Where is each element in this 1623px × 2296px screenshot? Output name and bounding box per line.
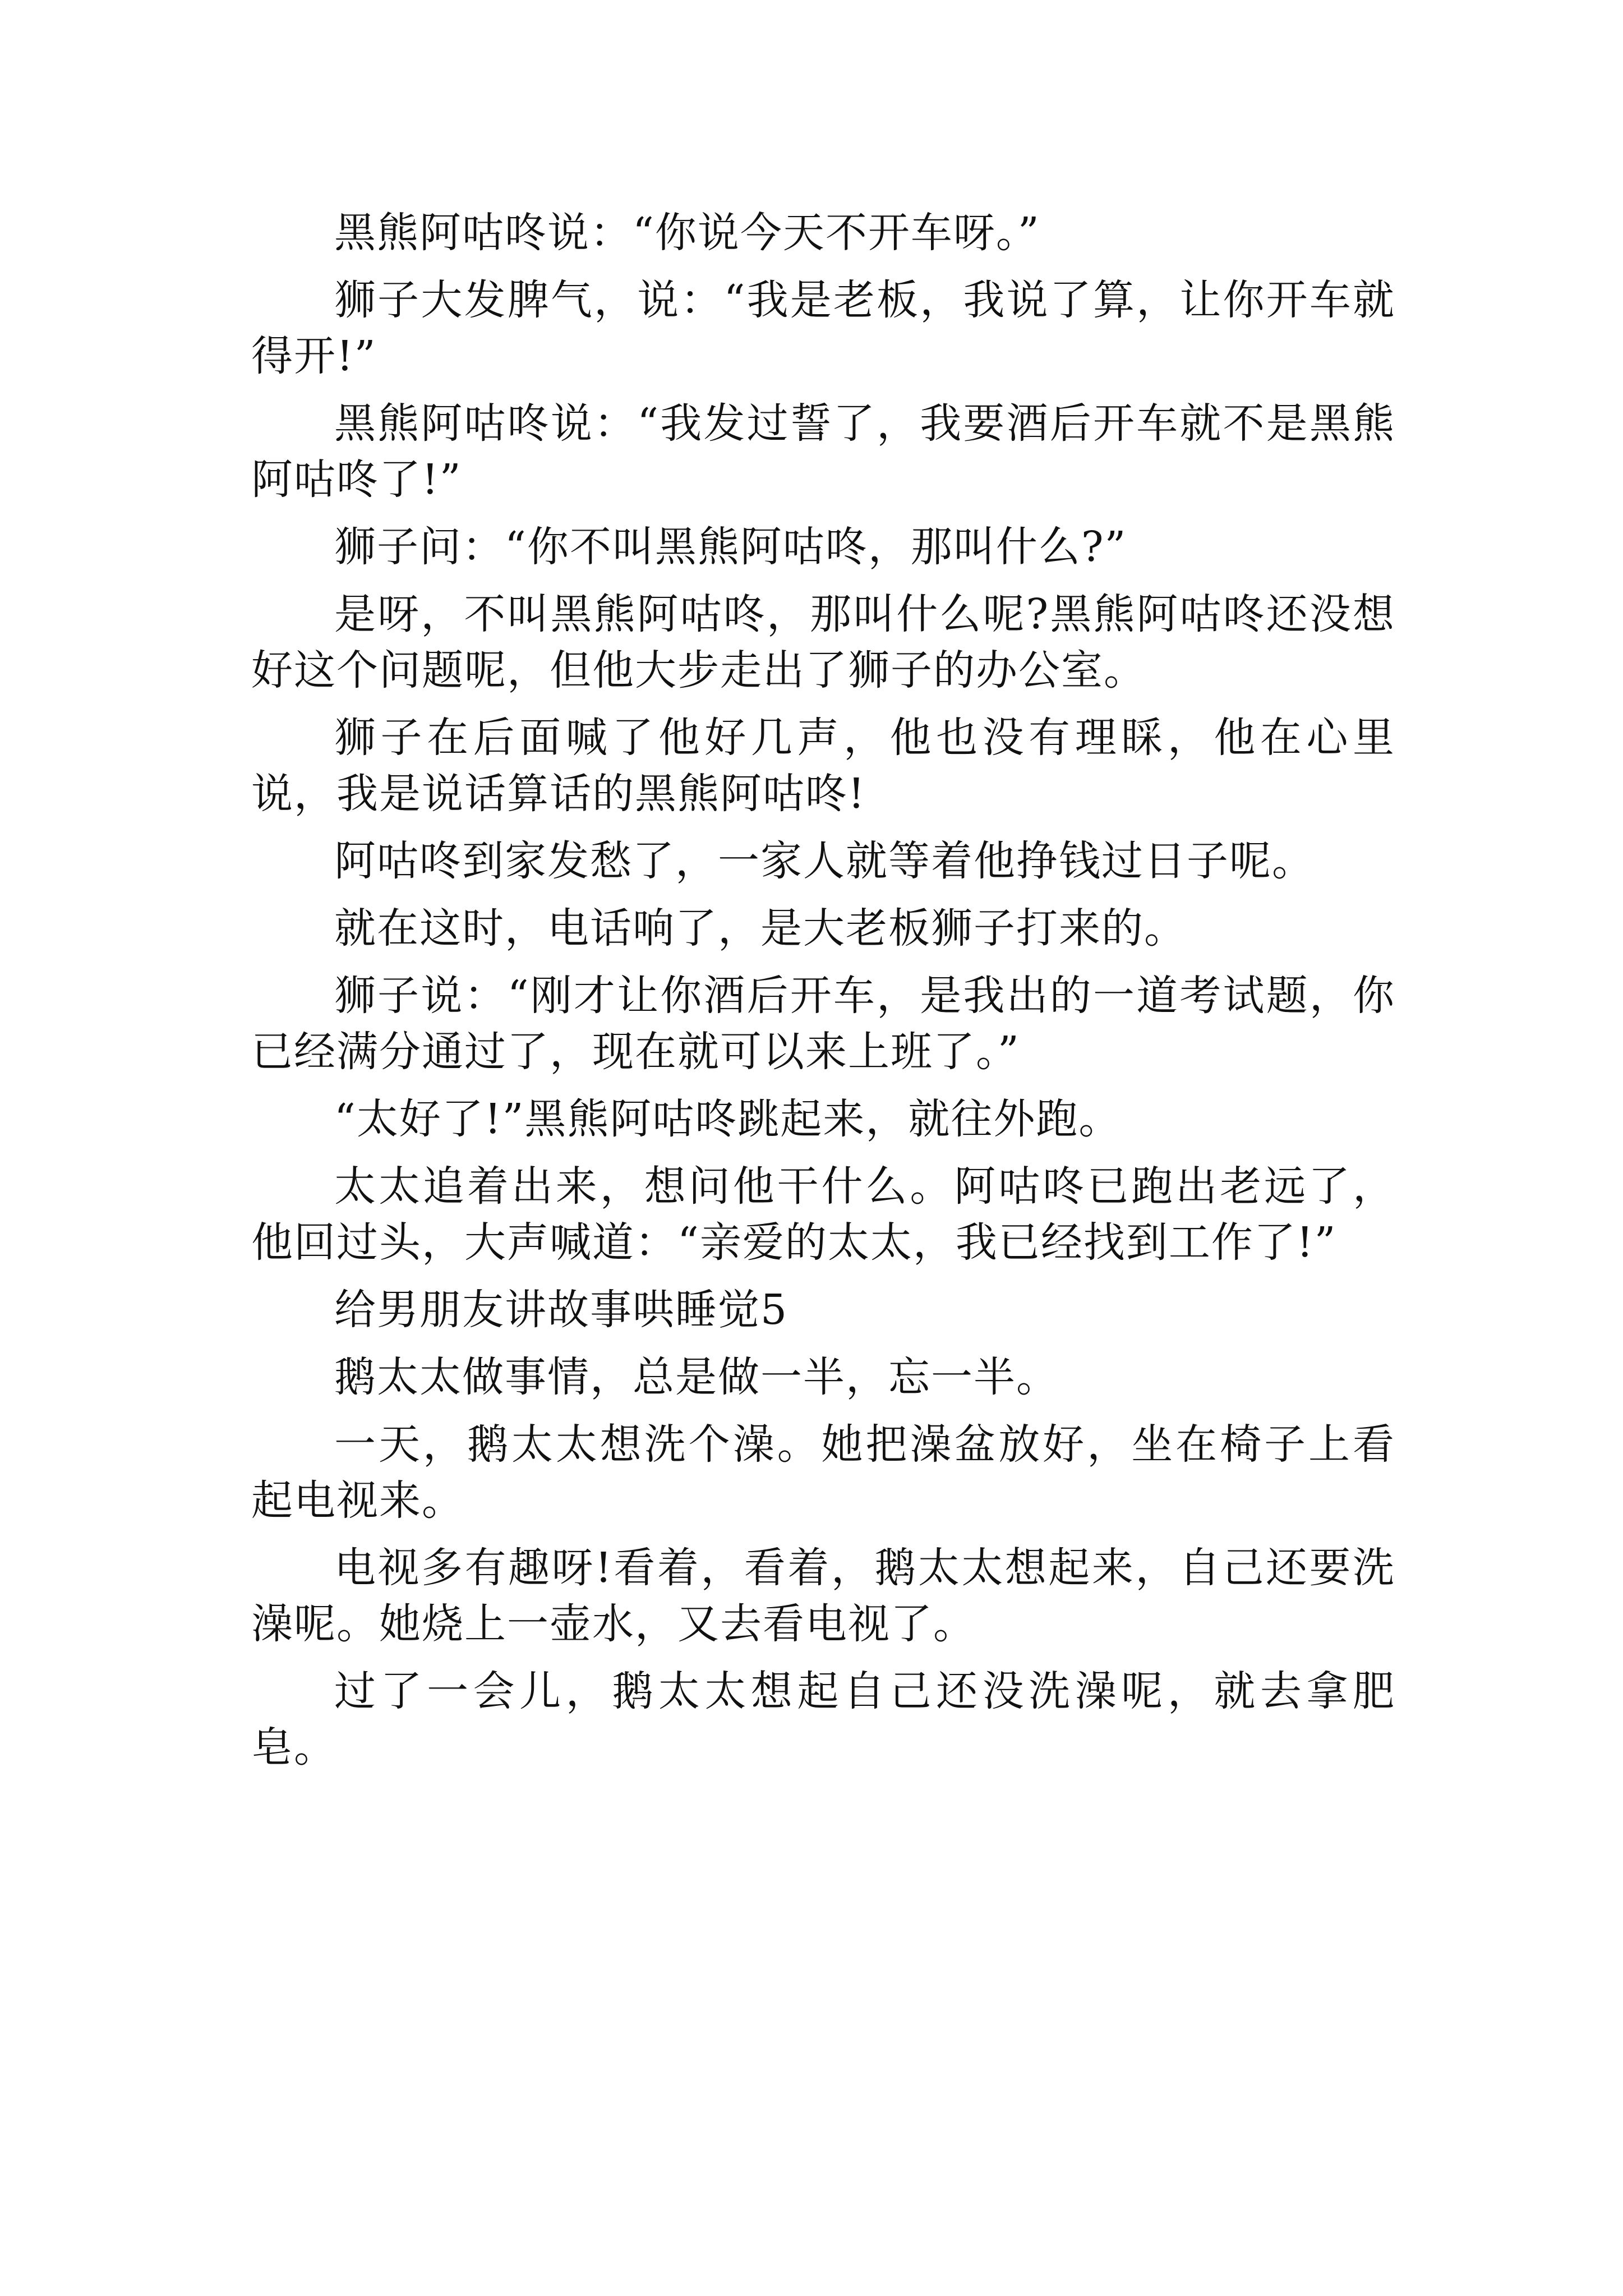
paragraph-12: 鹅太太做事情，总是做一半，忘一半。 bbox=[334, 1353, 1059, 1401]
paragraph-4: 狮子问：“你不叫黑熊阿咕咚，那叫什么?” bbox=[334, 523, 1127, 571]
paragraph-8: 就在这时，电话响了，是大老板狮子打来的。 bbox=[334, 904, 1187, 953]
paragraph-7: 阿咕咚到家发愁了，一家人就等着他挣钱过日子呢。 bbox=[334, 837, 1315, 885]
paragraph-15: 过了一会儿，鹅太太想起自己还没洗澡呢，就去拿肥皂。 bbox=[251, 1667, 1395, 1772]
paragraph-9: 狮子说：“刚才让你酒后开车，是我出的一道考试题，你已经满分通过了，现在就可以来上班了。” bbox=[251, 972, 1395, 1076]
paragraph-13: 一天，鹅太太想洗个澡。她把澡盆放好，坐在椅子上看起电视来。 bbox=[251, 1420, 1395, 1525]
document-body bbox=[251, 205, 1395, 1787]
paragraph-2: 狮子大发脾气，说：“我是老板，我说了算，让你开车就得开!” bbox=[251, 276, 1395, 380]
paragraph-11: 太太追着出来，想问他干什么。阿咕咚已跑出老远了，他回过头，大声喊道：“亲爱的太太，我已经找到工作了!” bbox=[251, 1162, 1395, 1267]
paragraph-5: 是呀，不叫黑熊阿咕咚，那叫什么呢?黑熊阿咕咚还没想好这个问题呢，但他大步走出了狮子的办公室。 bbox=[251, 590, 1395, 694]
section-heading: 给男朋友讲故事哄睡觉5 bbox=[334, 1286, 789, 1334]
paragraph-14: 电视多有趣呀!看着，看着，鹅太太想起来，自己还要洗澡呢。她烧上一壶水，又去看电视了。 bbox=[251, 1544, 1395, 1648]
paragraph-1: 黑熊阿咕咚说：“你说今天不开车呀。” bbox=[334, 209, 1040, 257]
paragraph-3: 黑熊阿咕咚说：“我发过誓了，我要酒后开车就不是黑熊阿咕咚了!” bbox=[251, 399, 1395, 504]
paragraph-6: 狮子在后面喊了他好几声，他也没有理睬，他在心里说，我是说话算话的黑熊阿咕咚! bbox=[251, 714, 1395, 818]
paragraph-10: “太好了!”黑熊阿咕咚跳起来，就往外跑。 bbox=[334, 1095, 1122, 1143]
